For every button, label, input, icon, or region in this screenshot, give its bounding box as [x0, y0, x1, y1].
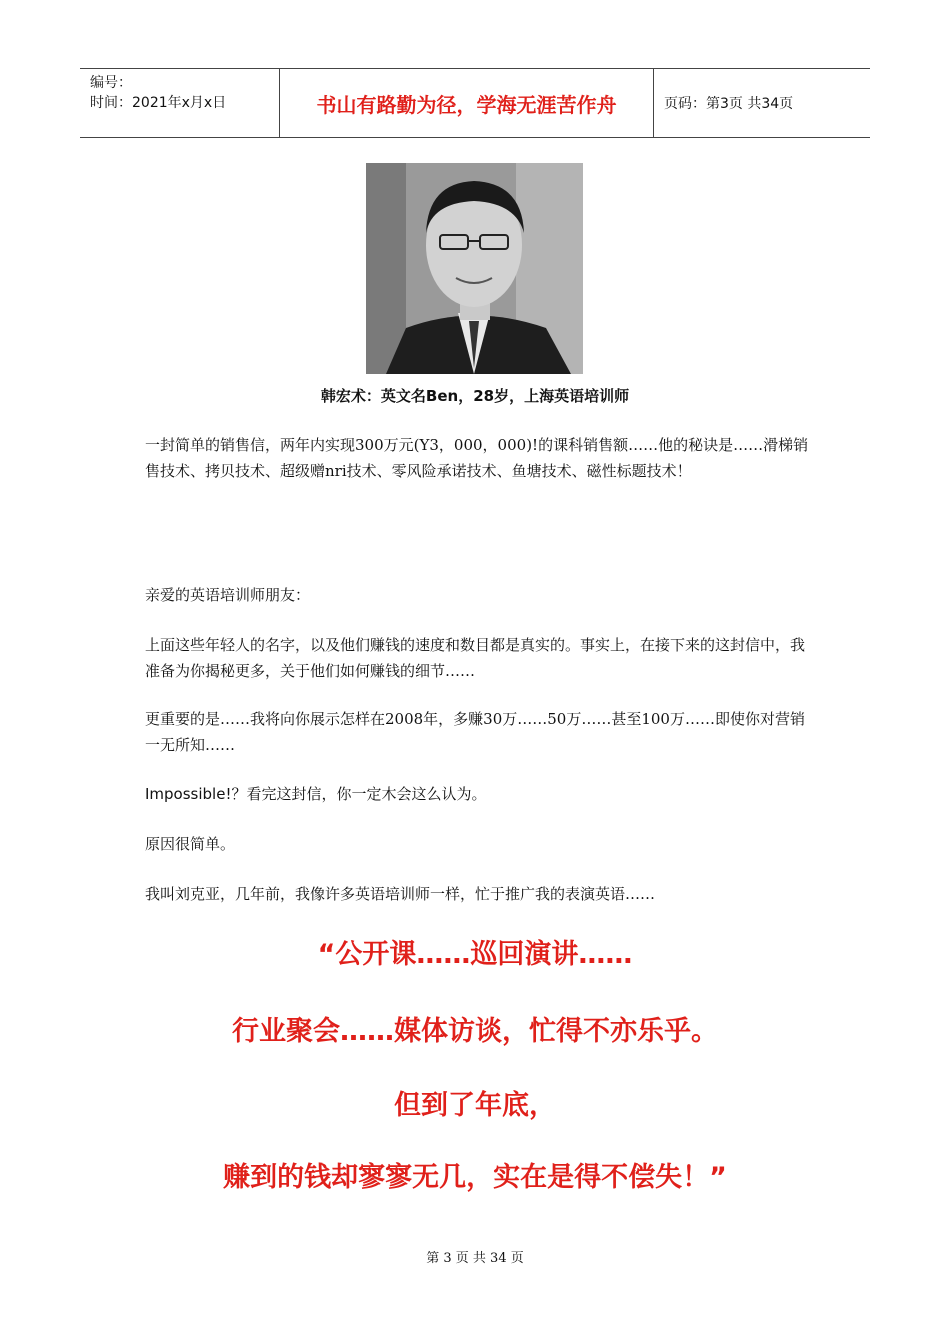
- quote-line-3: 但到了年底，: [394, 1090, 556, 1121]
- header-page-info: 页码：第3页 共34页: [664, 96, 794, 112]
- quote-line-1: “公开课……巡回演讲……: [317, 939, 633, 970]
- page-footer: 第 3 页 共 34 页: [426, 1251, 524, 1266]
- page-header: [80, 68, 870, 138]
- paragraph-4: 原因很简单。: [145, 835, 236, 853]
- paragraph-2: 更重要的是……我将向你展示怎样在2008年，多赚30万……50万……甚至100万……即使你对营销一无所知……: [145, 710, 805, 754]
- intro-paragraph: 一封简单的销售信，两年内实现300万元(Y3，000，000)!的课科销售额……他的秘诀是……滑梯销售技术、拷贝技术、超级赠nri技术、零风险承诺技术、鱼塘技术、磁性标题技术！: [145, 436, 809, 480]
- greeting: 亲爱的英语培训师朋友：: [145, 586, 311, 604]
- document-time-label: 时间：2021年x月x日: [90, 95, 227, 111]
- paragraph-3: Impossible!？看完这封信，你一定木会这么认为。: [145, 785, 487, 803]
- header-motto: 书山有路勤为径，学海无涯苦作舟: [280, 69, 654, 137]
- quote-line-4: 赚到的钱却寥寥无几，实在是得不偿失！”: [223, 1162, 727, 1193]
- paragraph-5: 我叫刘克亚，几年前，我像许多英语培训师一样，忙于推广我的表演英语……: [145, 885, 656, 903]
- quote-line-2: 行业聚会……媒体访谈，忙得不亦乐乎。: [232, 1016, 718, 1047]
- portrait-photo: [366, 163, 583, 374]
- paragraph-1: 上面这些年轻人的名字，以及他们赚钱的速度和数目都是真实的。事实上，在接下来的这封信中，我准备为你揭秘更多，关于他们如何赚钱的细节……: [145, 636, 806, 680]
- photo-caption: 韩宏术：英文名Ben，28岁，上海英语培训师: [320, 387, 630, 405]
- header-meta: [80, 69, 280, 137]
- document-number-label: 编号：: [90, 75, 132, 91]
